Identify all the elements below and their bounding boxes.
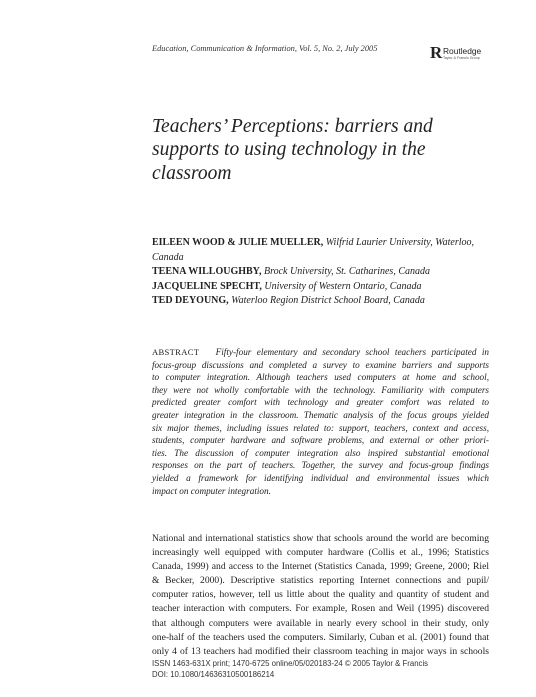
publisher-group: Taylor & Francis Group bbox=[443, 56, 480, 60]
abstract-line: students, computer hardware and software problems, and external or other priori- bbox=[152, 435, 489, 446]
abstract-line: ties. The discussion of computer integration also inspired substantial emotional bbox=[152, 447, 489, 458]
body-line: Canada, 1999) and access to the Internet (Statistics Canada, 1999; Greene, 2000; Riel bbox=[152, 561, 489, 573]
abstract-line: greater integration in the classroom. Thematic analysis of the focus groups yielded bbox=[152, 409, 489, 420]
body-line: only 4 of 13 teachers had modified their classroom teaching in major ways in schools bbox=[152, 645, 489, 657]
author-line bbox=[152, 251, 492, 266]
body-line: one-half of the teachers used the computers. Similarly, Cuban et al. (2001) found that bbox=[152, 631, 489, 643]
title-line: Teachers’ Perceptions: barriers and bbox=[152, 116, 433, 137]
author-line bbox=[152, 294, 492, 309]
author-affiliation: Wilfrid Laurier University, Waterloo, bbox=[325, 237, 474, 248]
publisher-logo bbox=[430, 44, 500, 66]
abstract-line: impact on computer integration. bbox=[152, 485, 271, 496]
author-name: TEENA WILLOUGHBY, bbox=[152, 266, 262, 278]
author-name: EILEEN WOOD & JULIE MUELLER, bbox=[152, 237, 324, 248]
routledge-logo-icon: R bbox=[430, 43, 443, 62]
abstract-line: predicted greater comfort with technology and greater comfort was related to bbox=[152, 397, 489, 408]
body-line: that although computers were available in nearly every school in their study, only bbox=[152, 617, 489, 629]
abstract-line: focus-group discussions and completed a survey to examine barriers and supports bbox=[152, 359, 489, 370]
abstract-text: Fifty-four elementary and secondary school teachers participated in bbox=[215, 347, 490, 357]
body-line: increasingly well equipped with computer hardware (Collis et al., 1996; Statistics bbox=[152, 547, 489, 559]
journal-citation: Education, Communication & Information, Vol. 5, No. 2, July 2005 bbox=[152, 44, 378, 53]
abstract-line: to computer integration. Although teachers used computers at home and school, bbox=[152, 372, 489, 383]
author-affiliation: Waterloo Region District School Board, Canada bbox=[231, 295, 425, 307]
author-line bbox=[152, 236, 492, 251]
abstract-line: responses on the part of teachers. Together, the survey and focus-group findings bbox=[152, 460, 489, 471]
body-line: teacher interaction with computers. For example, Rosen and Weil (1995) discovered bbox=[152, 603, 489, 615]
body-line: & Becker, 2000). Descriptive statistics reporting Internet connections and pupil/ bbox=[152, 575, 489, 587]
author-affiliation: Canada bbox=[152, 251, 184, 263]
abstract-line bbox=[152, 346, 489, 359]
title-line: supports to using technology in the bbox=[152, 139, 426, 161]
author-affiliation: Brock University, St. Catharines, Canada bbox=[263, 266, 430, 278]
body-line: National and international statistics show that schools around the world are becoming bbox=[152, 533, 489, 544]
abstract-label: ABSTRACT bbox=[152, 347, 200, 357]
author-line bbox=[152, 280, 492, 295]
author-name: TED DEYOUNG, bbox=[152, 295, 229, 307]
abstract-line: six major themes, including issues related to: support, teachers, context and access, bbox=[152, 422, 489, 433]
abstract bbox=[152, 346, 489, 497]
page-footer bbox=[152, 659, 428, 680]
doi-line: DOI: 10.1080/14636310500186214 bbox=[152, 669, 275, 679]
body-line: computer ratios, however, tell us little about the quality and quantity of student and bbox=[152, 589, 489, 601]
author-affiliation: University of Western Ontario, Canada bbox=[264, 280, 422, 292]
abstract-line: they were not wholly comfortable with the technology. Familiarity with computers bbox=[152, 384, 489, 395]
author-line bbox=[152, 265, 492, 280]
author-list bbox=[152, 236, 492, 309]
body-text bbox=[152, 532, 489, 659]
paper-title bbox=[152, 115, 492, 185]
author-name: JACQUELINE SPECHT, bbox=[152, 280, 262, 292]
abstract-line: yielded a framework for identifying individual and environmental issues which bbox=[152, 472, 489, 483]
publisher-name: Routledge bbox=[443, 46, 482, 56]
issn-line: ISSN 1463-631X print; 1470-6725 online/05/020183-24 © 2005 Taylor & Francis bbox=[152, 659, 429, 668]
title-line: classroom bbox=[152, 162, 232, 184]
